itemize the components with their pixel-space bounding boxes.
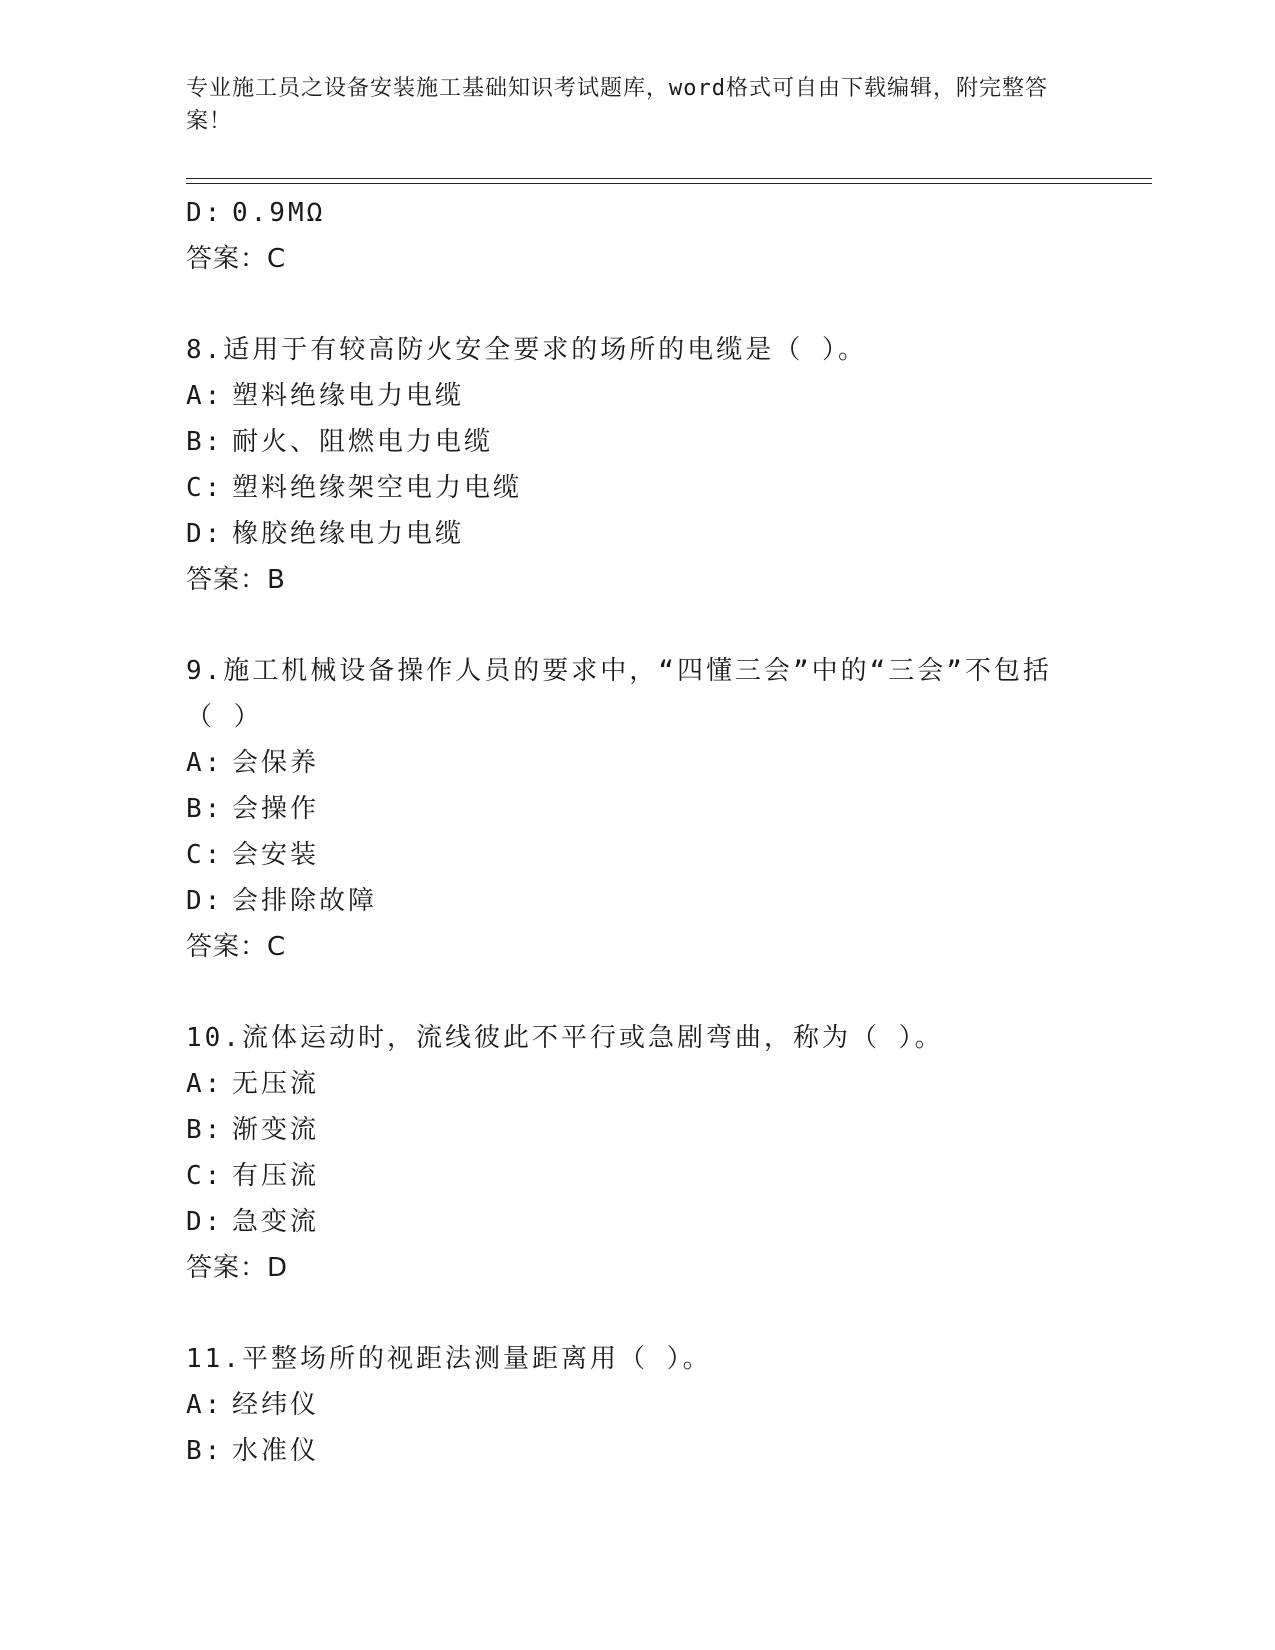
option-c bbox=[186, 1153, 1066, 1199]
option-text: 会排除故障 bbox=[232, 886, 378, 916]
option-label: D: bbox=[186, 519, 224, 549]
option-label: A: bbox=[186, 381, 224, 411]
option-label: C: bbox=[186, 473, 224, 503]
option-text: 经纬仪 bbox=[232, 1390, 320, 1420]
document-header: 专业施工员之设备安装施工基础知识考试题库，word格式可自由下载编辑，附完整答案！ bbox=[186, 76, 1048, 134]
option-b bbox=[186, 1107, 1066, 1153]
option-label: B: bbox=[186, 794, 224, 824]
option-d bbox=[186, 190, 1066, 236]
option-label: D: bbox=[186, 198, 224, 228]
option-c bbox=[186, 465, 1066, 511]
answer: 答案：B bbox=[186, 565, 286, 595]
answer: 答案：D bbox=[186, 1253, 289, 1283]
option-c bbox=[186, 832, 1066, 878]
option-label: D: bbox=[186, 1207, 224, 1237]
option-text: 塑料绝缘电力电缆 bbox=[232, 381, 465, 411]
question-stem: 10.流体运动时，流线彼此不平行或急剧弯曲，称为（ ）。 bbox=[186, 1023, 944, 1053]
option-d bbox=[186, 511, 1066, 557]
option-label: D: bbox=[186, 886, 224, 916]
option-text: 橡胶绝缘电力电缆 bbox=[232, 519, 465, 549]
option-text: 会操作 bbox=[232, 794, 320, 824]
question-list bbox=[186, 190, 1066, 1474]
option-d bbox=[186, 1199, 1066, 1245]
question-stem: 9.施工机械设备操作人员的要求中，“四懂三会”中的“三会”不包括（ ） bbox=[186, 656, 1052, 732]
answer: 答案：C bbox=[186, 244, 287, 274]
option-label: B: bbox=[186, 1436, 224, 1466]
option-label: A: bbox=[186, 1390, 224, 1420]
option-text: 塑料绝缘架空电力电缆 bbox=[232, 473, 523, 503]
option-text: 有压流 bbox=[232, 1161, 320, 1191]
option-d bbox=[186, 878, 1066, 924]
option-a bbox=[186, 1382, 1066, 1428]
question-stem: 8.适用于有较高防火安全要求的场所的电缆是（ ）。 bbox=[186, 335, 867, 365]
answer: 答案：C bbox=[186, 932, 287, 962]
option-label: B: bbox=[186, 427, 224, 457]
header-divider-second bbox=[186, 183, 1152, 184]
option-label: B: bbox=[186, 1115, 224, 1145]
option-text: 水准仪 bbox=[232, 1436, 320, 1466]
option-a bbox=[186, 373, 1066, 419]
option-text: 渐变流 bbox=[232, 1115, 320, 1145]
question-stem: 11.平整场所的视距法测量距离用（ ）。 bbox=[186, 1344, 712, 1374]
option-label: C: bbox=[186, 840, 224, 870]
header-divider bbox=[186, 178, 1152, 179]
option-text: 会保养 bbox=[232, 748, 320, 778]
option-label: A: bbox=[186, 1069, 224, 1099]
option-text: 无压流 bbox=[232, 1069, 320, 1099]
option-a bbox=[186, 740, 1066, 786]
option-text: 急变流 bbox=[232, 1207, 320, 1237]
option-text: 0.9MΩ bbox=[232, 198, 326, 228]
option-text: 会安装 bbox=[232, 840, 320, 870]
option-label: A: bbox=[186, 748, 224, 778]
option-text: 耐火、阻燃电力电缆 bbox=[232, 427, 494, 457]
option-b bbox=[186, 786, 1066, 832]
option-b bbox=[186, 1428, 1066, 1474]
option-a bbox=[186, 1061, 1066, 1107]
option-b bbox=[186, 419, 1066, 465]
option-label: C: bbox=[186, 1161, 224, 1191]
